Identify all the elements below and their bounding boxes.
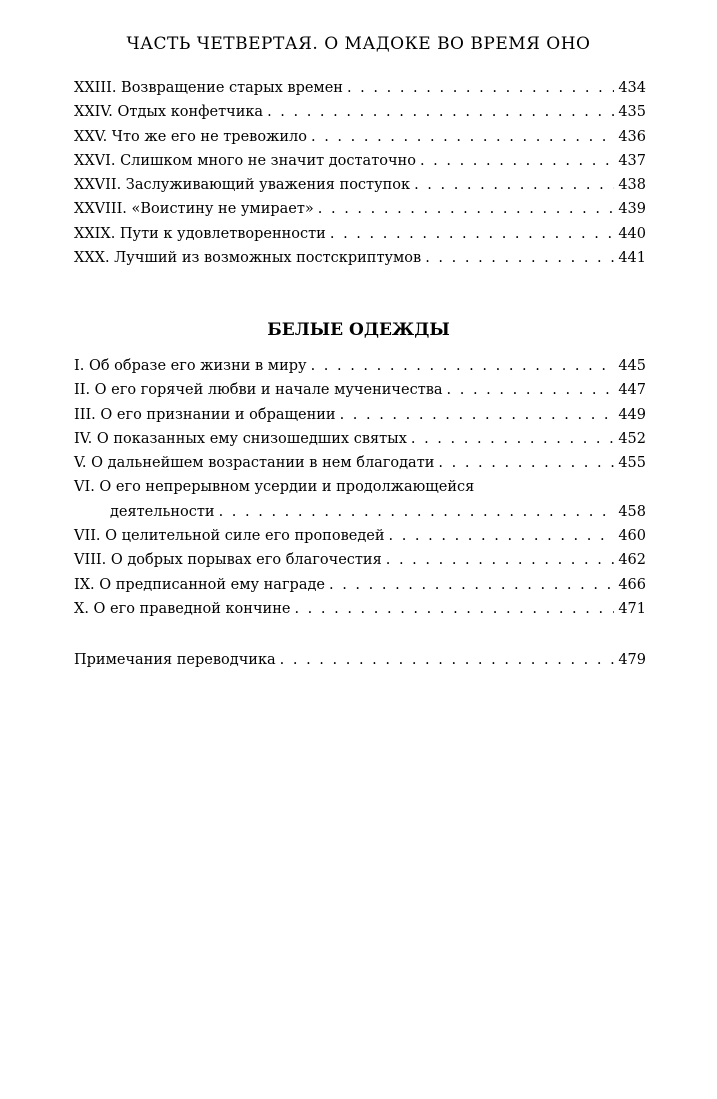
- leader-dots: [347, 76, 614, 100]
- toc-entry-label: XXX. Лучший из возможных постскриптумов: [74, 250, 422, 267]
- leader-dots: [420, 149, 614, 173]
- leader-dots: [267, 100, 614, 124]
- toc-entry[interactable]: [74, 451, 646, 475]
- toc-entry-page: 455: [618, 455, 646, 472]
- toc-entry-notes[interactable]: [74, 648, 646, 672]
- toc-entry-label-continuation: деятельности: [110, 503, 215, 520]
- leader-dots: [280, 648, 614, 672]
- toc-entry-page: 445: [618, 358, 646, 374]
- toc-entry[interactable]: [74, 246, 646, 270]
- toc-entry-page: 447: [618, 382, 646, 399]
- part-title: ЧАСТЬ ЧЕТВЕРТАЯ. О МАДОКЕ ВО ВРЕМЯ ОНО: [126, 34, 591, 54]
- toc-entry-label: XXVIII. «Воистину не умирает»: [74, 201, 314, 218]
- toc-entry-label: X. О его праведной кончине: [74, 600, 291, 617]
- toc-entry-page: 435: [618, 104, 646, 121]
- toc-entry-label: XXV. Что же его не тревожило: [74, 128, 307, 145]
- toc-entry[interactable]: [74, 149, 646, 173]
- leader-dots: [438, 451, 614, 475]
- toc-entry-page: 438: [618, 177, 646, 194]
- toc-entry-label: XXIII. Возвращение старых времен: [74, 80, 343, 96]
- leader-dots: [294, 597, 614, 621]
- toc-entry-page: 460: [618, 528, 646, 545]
- leader-dots: [389, 524, 615, 548]
- toc-entry[interactable]: [74, 427, 646, 451]
- toc-entry[interactable]: [74, 100, 646, 124]
- leader-dots: [329, 573, 614, 597]
- toc-entry-label: III. О его признании и обращении: [74, 406, 336, 423]
- leader-dots: [414, 173, 614, 197]
- toc-entry[interactable]: [74, 403, 646, 427]
- toc-entry-page: 479: [618, 652, 646, 668]
- toc-entry-label: VI. О его непрерывном усердии и продолжающейся: [74, 479, 475, 496]
- toc-entry-label: Примечания переводчика: [74, 652, 276, 668]
- leader-dots: [411, 427, 614, 451]
- toc-entry-page: 434: [618, 80, 646, 96]
- leader-dots: [340, 403, 614, 427]
- toc-entry-page: 452: [618, 430, 646, 447]
- toc-entry-page: 466: [618, 576, 646, 593]
- leader-dots: [219, 500, 614, 524]
- leader-dots: [311, 354, 614, 378]
- section-toc-list: [74, 354, 646, 621]
- toc-entry-label: II. О его горячей любви и начале мученичества: [74, 382, 443, 399]
- toc-entry-page: 462: [618, 552, 646, 569]
- toc-entry[interactable]: [74, 222, 646, 246]
- toc-entry-page: 439: [618, 201, 646, 218]
- toc-entry-page: 458: [618, 503, 646, 520]
- toc-entry-label: VII. О целительной силе его проповедей: [74, 528, 385, 545]
- toc-entry[interactable]: [74, 354, 646, 378]
- toc-entry[interactable]: [74, 573, 646, 597]
- toc-entry[interactable]: [74, 524, 646, 548]
- toc-entry-first-line[interactable]: [74, 475, 646, 499]
- toc-entry[interactable]: [74, 125, 646, 149]
- notes-toc-list: [74, 648, 646, 672]
- toc-entry-continuation[interactable]: [74, 500, 646, 524]
- toc-entry-label: V. О дальнейшем возрастании в нем благодати: [74, 455, 435, 472]
- toc-entry[interactable]: [74, 548, 646, 572]
- toc-entry[interactable]: [74, 173, 646, 197]
- toc-entry-label: XXIV. Отдых конфетчика: [74, 104, 264, 121]
- toc-entry[interactable]: [74, 197, 646, 221]
- toc-entry-page: 440: [618, 225, 646, 242]
- toc-entry[interactable]: [74, 378, 646, 402]
- toc-entry-label: XXIX. Пути к удовлетворенности: [74, 225, 326, 242]
- toc-entry-label: IV. О показанных ему снизошедших святых: [74, 430, 407, 447]
- toc-entry-page: 436: [618, 128, 646, 145]
- leader-dots: [386, 548, 614, 572]
- part-toc-list: [74, 76, 646, 270]
- toc-entry-page: 441: [618, 250, 646, 267]
- toc-entry-label: VIII. О добрых порывах его благочестия: [74, 552, 382, 569]
- leader-dots: [311, 125, 614, 149]
- toc-entry-page: 437: [618, 152, 646, 169]
- toc-entry[interactable]: [74, 76, 646, 100]
- toc-entry-label: IX. О предписанной ему награде: [74, 576, 325, 593]
- leader-dots: [330, 222, 614, 246]
- toc-entry[interactable]: [74, 597, 646, 621]
- toc-entry-label: XXVII. Заслуживающий уважения поступок: [74, 177, 411, 194]
- leader-dots: [318, 197, 614, 221]
- toc-entry-label: XXVI. Слишком много не значит достаточно: [74, 152, 416, 169]
- leader-dots: [425, 246, 614, 270]
- section-title: БЕЛЫЕ ОДЕЖДЫ: [267, 320, 450, 340]
- toc-entry-label: I. Об образе его жизни в миру: [74, 358, 307, 374]
- leader-dots: [447, 378, 614, 402]
- toc-entry-page: 449: [618, 406, 646, 423]
- toc-entry-page: 471: [618, 600, 646, 617]
